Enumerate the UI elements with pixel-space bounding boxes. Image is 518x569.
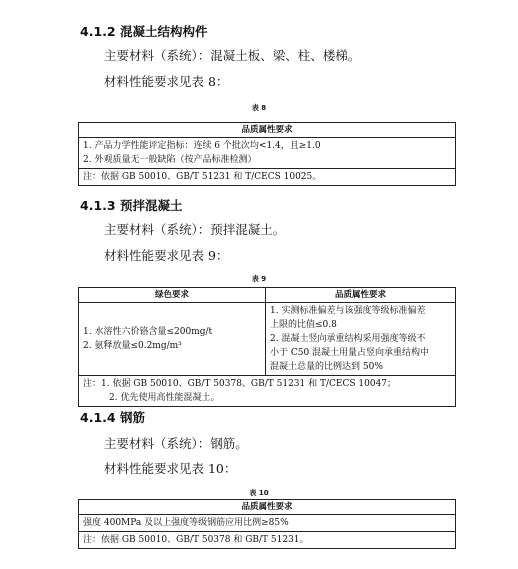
section-heading-4-1-2: 4.1.2 混凝土结构构件: [80, 24, 208, 39]
table-cell-green: [79, 303, 266, 376]
table-reference-line: 材料性能要求见表 10：: [104, 461, 237, 476]
table-cell-quality: [79, 138, 456, 169]
table-note-row: [79, 532, 456, 549]
table-10-caption: 表 10: [249, 489, 269, 497]
table-header-quality: 品质属性要求: [266, 288, 456, 303]
table-note-row: [79, 376, 456, 407]
table-9-caption: 表 9: [251, 275, 267, 283]
table-header-quality: 品质属性要求: [79, 500, 456, 515]
table-8-caption: 表 8: [251, 104, 267, 112]
note-line: 注：1. 依据 GB 50010、GB/T 50378、GB/T 51231 和 T/CECS 10047；: [83, 379, 397, 389]
table-row: [79, 303, 456, 376]
section-heading-4-1-3: 4.1.3 预拌混凝土: [80, 198, 183, 213]
table-row: [79, 515, 456, 532]
requirement-line: 混凝土总量的比例达到 50%: [270, 362, 383, 372]
requirement-item: 2. 外观质量无一般缺陷（按产品标准检测）: [83, 155, 257, 165]
main-material-line: 主要材料（系统）：混凝土板、梁、柱、楼梯。: [104, 48, 361, 63]
table-reference-line: 材料性能要求见表 9：: [104, 248, 229, 263]
table-cell-quality: 强度 400MPa 及以上强度等级钢筋应用比例≥85%: [79, 515, 456, 532]
table-reference-line: 材料性能要求见表 8：: [104, 74, 229, 89]
table-note: [79, 376, 456, 407]
requirement-item: 2. 氨释放量≤0.2mg/m³: [83, 341, 182, 351]
main-material-line: 主要材料（系统）：预拌混凝土。: [104, 222, 286, 237]
table-note: 注：依据 GB 50010、GB/T 50378 和 GB/T 51231。: [79, 532, 456, 549]
table-note-row: [79, 169, 456, 186]
table-header-quality: 品质属性要求: [79, 123, 456, 138]
table-10: [78, 499, 456, 549]
table-header-row: [79, 123, 456, 138]
requirement-line: 小于 C50 混凝土用量占竖向承重结构中: [270, 348, 430, 358]
requirement-line: 2. 混凝土竖向承重结构采用强度等级不: [270, 334, 426, 344]
table-9: [78, 287, 456, 407]
table-header-green: 绿色要求: [79, 288, 266, 303]
section-heading-4-1-4: 4.1.4 钢筋: [80, 410, 145, 425]
table-8: [78, 122, 456, 186]
requirement-item: 1. 水溶性六价铬含量≤200mg/t: [83, 327, 213, 337]
table-header-row: [79, 500, 456, 515]
table-header-row: [79, 288, 456, 303]
requirement-line: 1. 实测标准偏差与该强度等级标准偏差: [270, 306, 426, 316]
main-material-line: 主要材料（系统）：钢筋。: [104, 436, 248, 451]
table-row: [79, 138, 456, 169]
table-note: 注：依据 GB 50010、GB/T 51231 和 T/CECS 10025。: [79, 169, 456, 186]
requirement-item: 1. 产品力学性能评定指标：连续 6 个批次均<1.4，且≥1.0: [83, 141, 321, 151]
requirement-line: 上限的比值≤0.8: [270, 320, 337, 330]
table-cell-quality: [266, 303, 456, 376]
note-line: 2. 优先使用高性能混凝土。: [109, 393, 220, 403]
